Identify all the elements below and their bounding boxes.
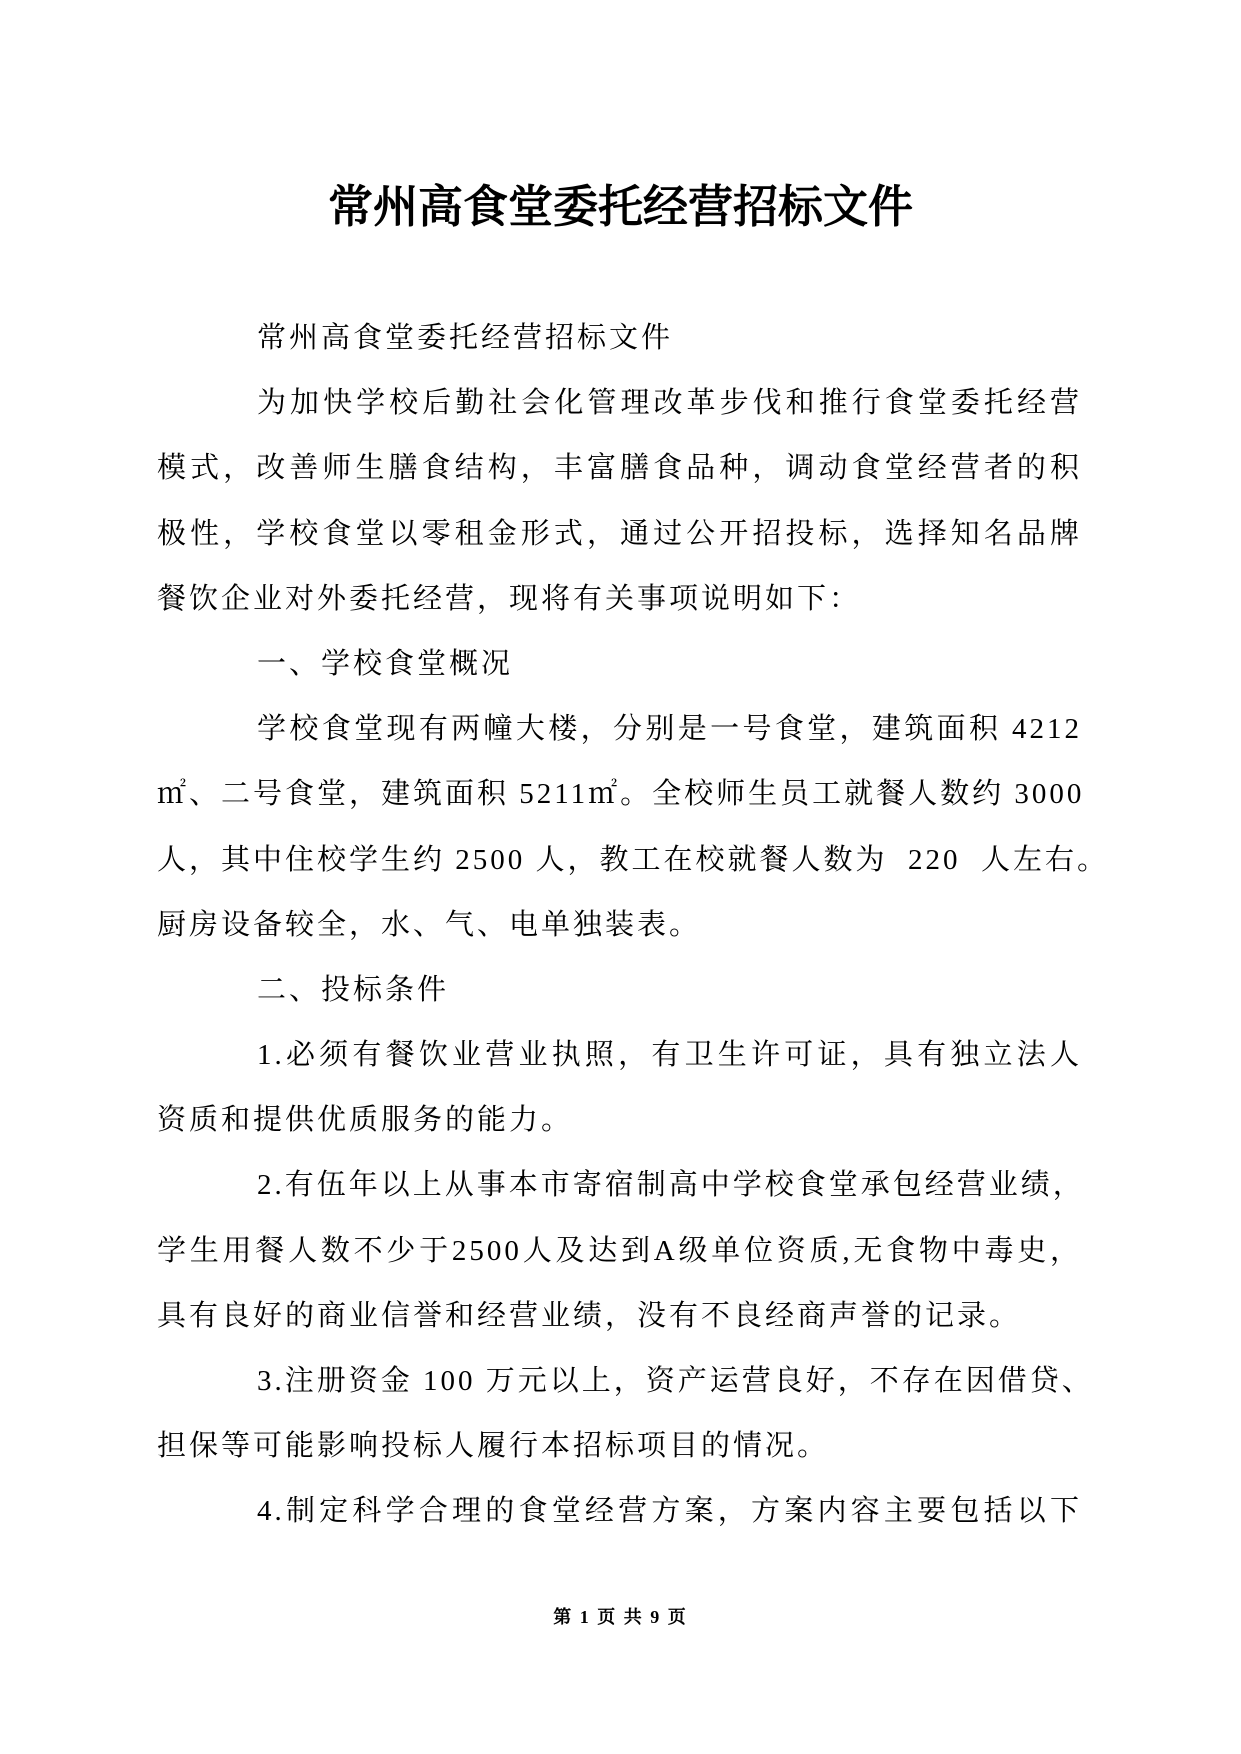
paragraph-line: 4.制定科学合理的食堂经营方案，方案内容主要包括以下: [257, 1495, 1082, 1528]
paragraph-line: 2.有伍年以上从事本市寄宿制高中学校食堂承包经营业绩，: [257, 1169, 1085, 1202]
paragraph-line: ㎡、二号食堂，建筑面积 5211㎡。全校师生员工就餐人数约 3000: [157, 778, 1085, 811]
intro-paragraph: [157, 371, 1082, 632]
paragraph-line: 人，其中住校学生约 2500 人，教工在校就餐人数为 220 人左右。: [157, 843, 1110, 876]
paragraph-line: 模式，改善师生膳食结构，丰富膳食品种，调动食堂经营者的积: [157, 452, 1082, 485]
paragraph-line: 学生用餐人数不少于2500人及达到A级单位资质,无食物中毒史，: [157, 1234, 1082, 1267]
paragraph-line: 3.注册资金 100 万元以上，资产运营良好，不存在因借贷、: [257, 1365, 1094, 1397]
paragraph-line: 极性，学校食堂以零租金形式，通过公开招投标，选择知名品牌: [157, 517, 1082, 550]
paragraph-line: 具有良好的商业信誉和经营业绩，没有不良经商声誉的记录。: [157, 1299, 1022, 1332]
condition-item: [157, 1479, 1082, 1544]
paragraph-line: 1.必须有餐饮业营业执照，有卫生许可证，具有独立法人: [257, 1039, 1082, 1072]
paragraph-line: 常州高食堂委托经营招标文件: [257, 322, 674, 354]
section-heading: 一、学校食堂概况: [257, 647, 514, 680]
section-canteen-overview: [157, 632, 1110, 958]
condition-item: [157, 1349, 1094, 1479]
section-bid-conditions: [157, 958, 1094, 1545]
paragraph-line: 学校食堂现有两幢大楼，分别是一号食堂，建筑面积 4212: [257, 713, 1082, 746]
canteen-overview-paragraph: [157, 697, 1110, 958]
paragraph-line: 为加快学校后勤社会化管理改革步伐和推行食堂委托经营: [257, 387, 1082, 420]
paragraph-line: 厨房设备较全，水、气、电单独装表。: [157, 908, 702, 941]
section-heading: 二、投标条件: [257, 973, 450, 1006]
document-title: 常州高食堂委托经营招标文件: [327, 182, 913, 232]
document-body: [157, 306, 1110, 1545]
paragraph-line: 资质和提供优质服务的能力。: [157, 1104, 574, 1137]
body-title-paragraph: [157, 306, 1082, 371]
paragraph-line: 餐饮企业对外委托经营，现将有关事项说明如下：: [157, 582, 862, 615]
page-indicator: 第 1 页 共 9 页: [553, 1607, 688, 1627]
condition-item: [157, 1023, 1082, 1153]
paragraph-line: 担保等可能影响投标人履行本招标项目的情况。: [157, 1430, 830, 1463]
condition-item: [157, 1153, 1085, 1349]
